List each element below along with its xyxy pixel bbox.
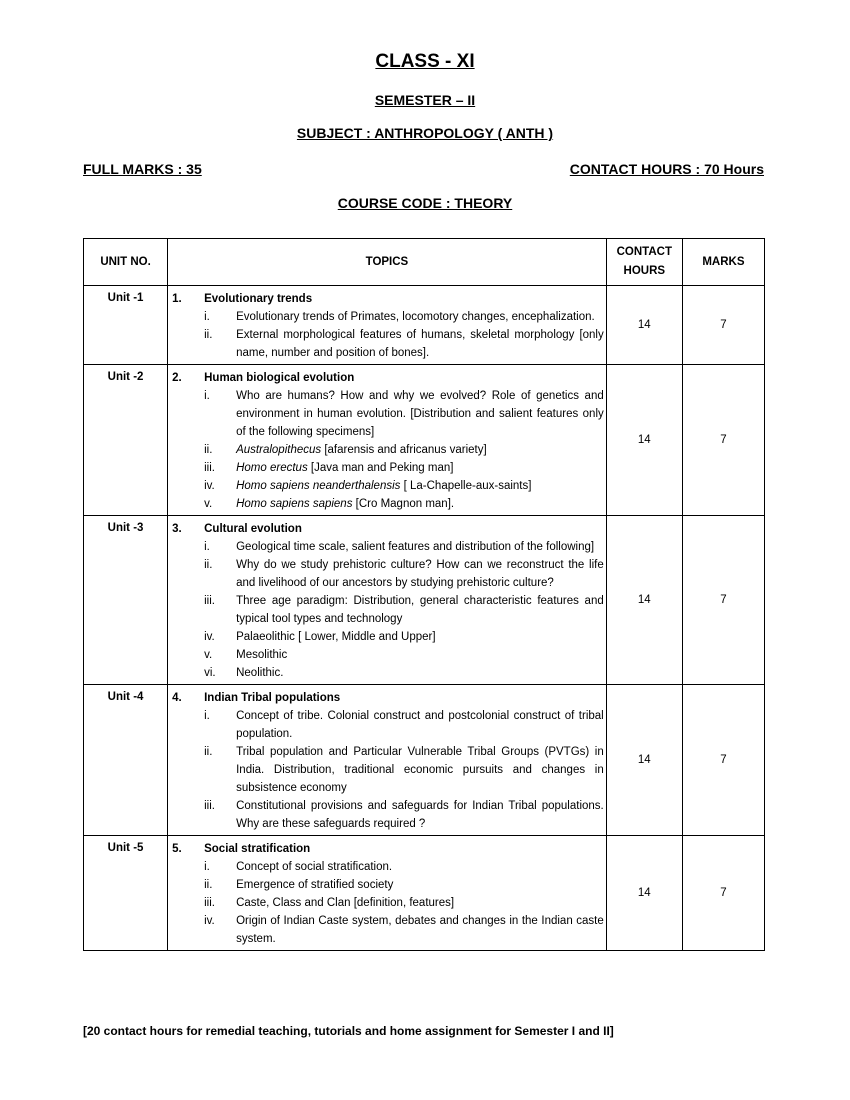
marks-cell: 7 — [682, 365, 764, 516]
course-code: COURSE CODE : THEORY — [337, 195, 513, 211]
topics-cell — [168, 286, 607, 365]
item-numeral: ii. — [204, 746, 213, 758]
table-row — [84, 836, 765, 951]
list-item — [172, 326, 604, 362]
topic-heading-text: Human biological evolution — [204, 372, 355, 384]
item-numeral: ii. — [204, 329, 213, 341]
list-item — [172, 876, 604, 894]
item-text: Mesolithic — [236, 649, 288, 661]
item-text: Origin of Indian Caste system, debates and changes in the Indian caste system. — [236, 915, 604, 945]
item-text: Tribal population and Particular Vulnerable Tribal Groups (PVTGs) in India. Distribution, traditional economic pursuits and changes in subsistence economy — [236, 746, 604, 794]
item-text: Concept of tribe. Colonial construct and postcolonial construct of tribal population. — [236, 710, 604, 740]
list-item — [172, 538, 604, 556]
item-numeral: ii. — [204, 444, 213, 456]
list-item — [172, 477, 604, 495]
topic-number: 2. — [172, 372, 182, 384]
footnote: [20 contact hours for remedial teaching, tutorials and home assignment for Semester I and II] — [83, 1024, 614, 1038]
marks-cell: 7 — [682, 836, 764, 951]
item-text: Three age paradigm: Distribution, general characteristic features and typical tool types and technology — [236, 595, 604, 625]
topics-cell — [168, 365, 607, 516]
header-marks: MARKS — [682, 239, 764, 286]
marks-cell: 7 — [682, 286, 764, 365]
unit-cell: Unit -5 — [84, 836, 168, 951]
item-text: Geological time scale, salient features and distribution of the following] — [236, 541, 595, 553]
list-item — [172, 912, 604, 948]
list-item — [172, 495, 604, 513]
item-italic-text: Homo sapiens sapiens — [236, 498, 353, 510]
topics-cell — [168, 836, 607, 951]
contact-hours: CONTACT HOURS : 70 Hours — [569, 161, 764, 177]
item-numeral: iii. — [204, 800, 215, 812]
item-text — [236, 477, 604, 495]
list-item — [172, 743, 604, 797]
topic-number: 1. — [172, 293, 182, 305]
item-numeral: iv. — [204, 480, 215, 492]
item-text: Neolithic. — [236, 667, 284, 679]
item-numeral: i. — [204, 390, 210, 402]
item-text: Palaeolithic [ Lower, Middle and Upper] — [236, 631, 436, 643]
item-numeral: v. — [204, 498, 213, 510]
item-text: External morphological features of humans, skeletal morphology [only name, number and position of bones]. — [236, 329, 604, 359]
topic-heading — [172, 520, 604, 538]
header-contact-hours — [606, 239, 682, 286]
topic-heading-text: Cultural evolution — [204, 523, 302, 535]
table-body — [84, 286, 765, 951]
topic-heading — [172, 840, 604, 858]
syllabus-table — [83, 238, 765, 951]
item-rest-text: [afarensis and africanus variety] — [321, 444, 487, 456]
list-item — [172, 646, 604, 664]
item-text: Concept of social stratification. — [236, 861, 393, 873]
header-unit: UNIT NO. — [84, 239, 168, 286]
marks-cell: 7 — [682, 685, 764, 836]
list-item — [172, 387, 604, 441]
list-item — [172, 707, 604, 743]
table-row — [84, 365, 765, 516]
item-numeral: i. — [204, 541, 210, 553]
full-marks: FULL MARKS : 35 — [83, 161, 202, 177]
contact-hours-cell: 14 — [606, 516, 682, 685]
topic-number: 5. — [172, 843, 182, 855]
semester-title: SEMESTER – II — [374, 92, 476, 108]
list-item — [172, 308, 604, 326]
item-numeral: i. — [204, 710, 210, 722]
table-row — [84, 516, 765, 685]
list-item — [172, 592, 604, 628]
subject-title: SUBJECT : ANTHROPOLOGY ( ANTH ) — [296, 125, 554, 141]
item-numeral: ii. — [204, 559, 213, 571]
topic-heading — [172, 689, 604, 707]
topic-number: 3. — [172, 523, 182, 535]
topic-heading-text: Evolutionary trends — [204, 293, 313, 305]
item-text: Who are humans? How and why we evolved? Role of genetics and environment in human evolution. [Distribution and salient features only of the following specimens] — [236, 390, 604, 438]
item-italic-text: Australopithecus — [236, 444, 322, 456]
item-text — [236, 495, 604, 513]
contact-hours-cell: 14 — [606, 685, 682, 836]
list-item — [172, 441, 604, 459]
header-topics: TOPICS — [168, 239, 607, 286]
topics-cell — [168, 516, 607, 685]
item-rest-text: [ La-Chapelle-aux-saints] — [400, 480, 532, 492]
list-item — [172, 556, 604, 592]
table-header-row — [84, 239, 765, 286]
item-rest-text: [Cro Magnon man]. — [352, 498, 455, 510]
topics-cell — [168, 685, 607, 836]
item-numeral: v. — [204, 649, 213, 661]
list-item — [172, 797, 604, 833]
item-numeral: i. — [204, 861, 210, 873]
contact-hours-cell: 14 — [606, 286, 682, 365]
item-text: Caste, Class and Clan [definition, features] — [236, 897, 455, 909]
header-hours-label: CONTACT HOURS — [616, 246, 672, 277]
item-text — [236, 459, 604, 477]
item-numeral: ii. — [204, 879, 213, 891]
unit-cell: Unit -1 — [84, 286, 168, 365]
list-item — [172, 894, 604, 912]
unit-cell: Unit -4 — [84, 685, 168, 836]
item-numeral: iv. — [204, 631, 215, 643]
topic-number: 4. — [172, 692, 182, 704]
item-italic-text: Homo sapiens neanderthalensis — [236, 480, 401, 492]
list-item — [172, 858, 604, 876]
item-numeral: iii. — [204, 462, 215, 474]
item-italic-text: Homo erectus — [236, 462, 308, 474]
topic-heading — [172, 290, 604, 308]
unit-cell: Unit -2 — [84, 365, 168, 516]
item-numeral: iii. — [204, 897, 215, 909]
table-row — [84, 286, 765, 365]
item-text: Emergence of stratified society — [236, 879, 394, 891]
item-numeral: iii. — [204, 595, 215, 607]
topic-heading-text: Indian Tribal populations — [204, 692, 341, 704]
item-numeral: iv. — [204, 915, 215, 927]
list-item — [172, 459, 604, 477]
item-numeral: i. — [204, 311, 210, 323]
item-text — [236, 441, 604, 459]
marks-cell: 7 — [682, 516, 764, 685]
item-text: Evolutionary trends of Primates, locomotory changes, encephalization. — [236, 311, 595, 323]
item-numeral: vi. — [204, 667, 216, 679]
table-row — [84, 685, 765, 836]
item-text: Constitutional provisions and safeguards for Indian Tribal populations. Why are these safeguards required ? — [236, 800, 604, 830]
class-title: CLASS - XI — [375, 51, 475, 72]
contact-hours-cell: 14 — [606, 836, 682, 951]
item-text: Why do we study prehistoric culture? How can we reconstruct the life and livelihood of our ancestors by studying prehistoric culture? — [236, 559, 604, 589]
unit-cell: Unit -3 — [84, 516, 168, 685]
item-rest-text: [Java man and Peking man] — [307, 462, 454, 474]
list-item — [172, 628, 604, 646]
list-item — [172, 664, 604, 682]
contact-hours-cell: 14 — [606, 365, 682, 516]
topic-heading — [172, 369, 604, 387]
topic-heading-text: Social stratification — [204, 843, 311, 855]
